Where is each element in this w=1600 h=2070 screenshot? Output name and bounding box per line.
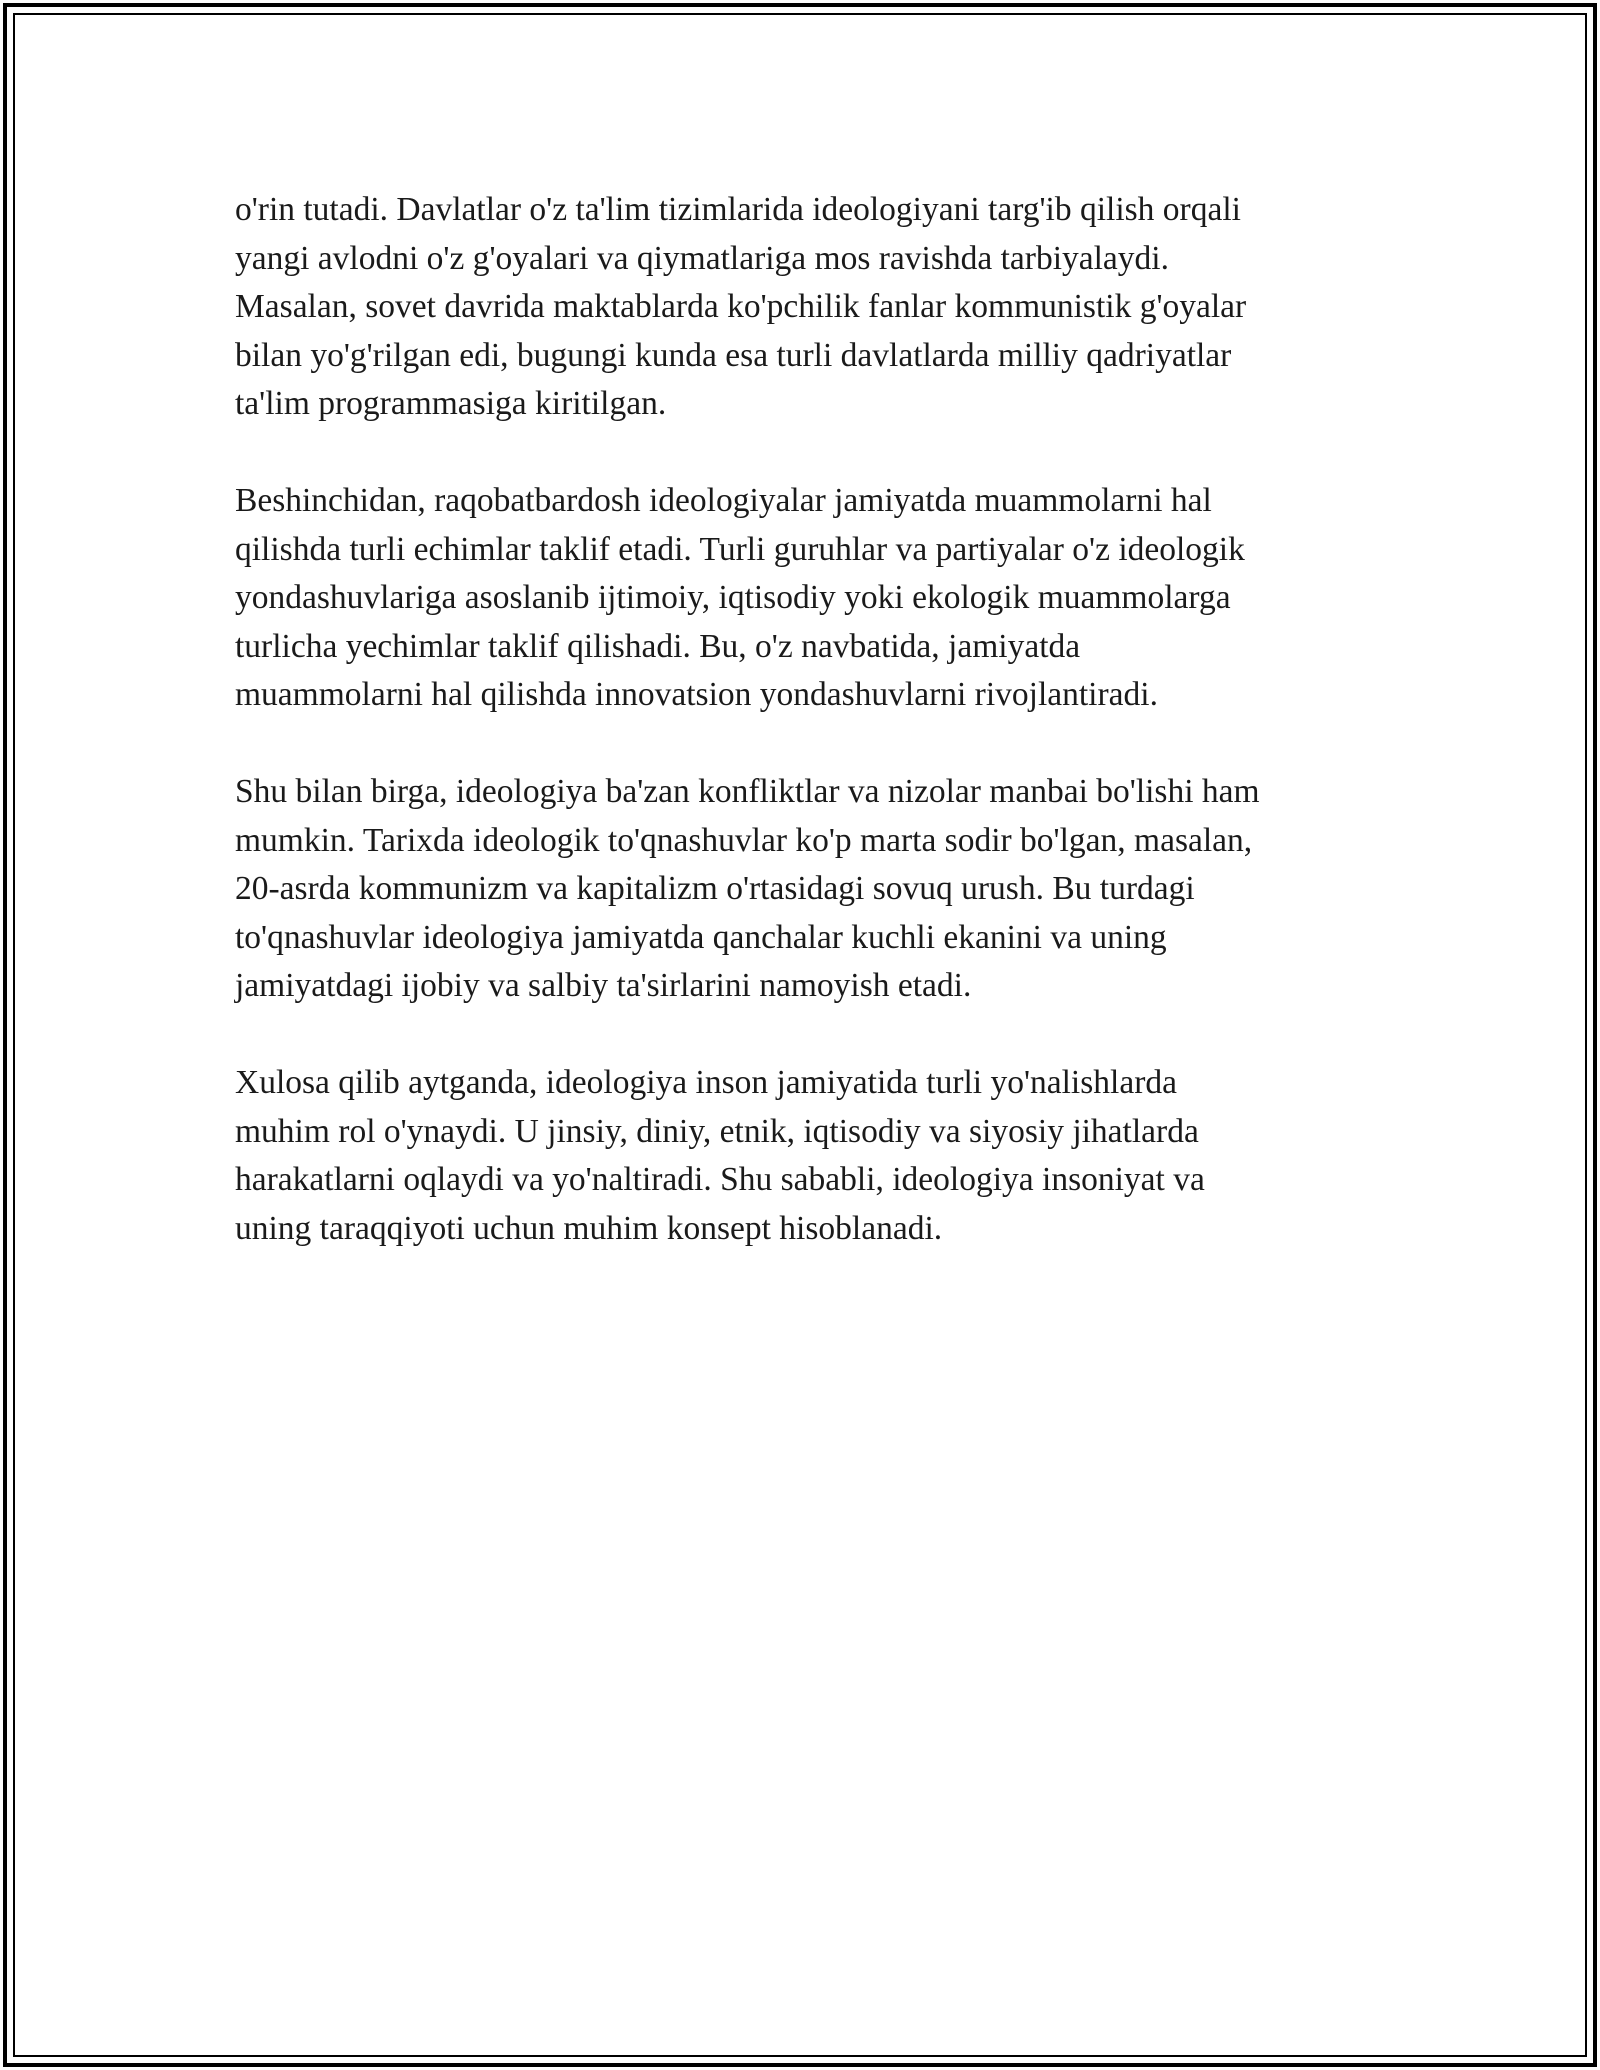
- text-line: muhim rol o'ynaydi. U jinsiy, diniy, etnik, iqtisodiy va siyosiy jihatlarda: [235, 1112, 1199, 1150]
- text-line: Beshinchidan, raqobatbardosh ideologiyalar jamiyatda muammolarni hal: [235, 482, 1212, 519]
- text-line: turlicha yechimlar taklif qilishadi. Bu, o'z navbatida, jamiyatda: [235, 627, 1081, 665]
- text-line: 20-asrda kommunizm va kapitalizm o'rtasidagi sovuq urush. Bu turdagi: [235, 870, 1195, 907]
- text-line: muammolarni hal qilishda innovatsion yondashuvlarni rivojlantiradi.: [235, 676, 1158, 713]
- text-line: to'qnashuvlar ideologiya jamiyatda qanchalar kuchli ekanini va uning: [235, 918, 1167, 956]
- paragraph-3: [235, 768, 1365, 1011]
- text-line: qilishda turli echimlar taklif etadi. Turli guruhlar va partiyalar o'z ideologik: [235, 530, 1245, 568]
- text-line: o'rin tutadi. Davlatlar o'z ta'lim tizimlarida ideologiyani targ'ib qilish orqali: [235, 191, 1241, 228]
- text-line: yangi avlodni o'z g'oyalari va qiymatlariga mos ravishda tarbiyalaydi.: [235, 239, 1169, 277]
- text-line: bilan yo'g'rilgan edi, bugungi kunda esa turli davlatlarda milliy qadriyatlar: [235, 336, 1232, 374]
- text-line: uning taraqqiyoti uchun muhim konsept hisoblanadi.: [235, 1209, 943, 1247]
- text-line: mumkin. Tarixda ideologik to'qnashuvlar ko'p marta sodir bo'lgan, masalan,: [235, 821, 1253, 859]
- text-line: Shu bilan birga, ideologiya ba'zan konfliktlar va nizolar manbai bo'lishi ham: [235, 773, 1260, 810]
- text-line: Xulosa qilib aytganda, ideologiya inson jamiyatida turli yo'nalishlarda: [235, 1064, 1177, 1101]
- paragraph-4: [235, 1059, 1365, 1253]
- text-line: harakatlarni oqlaydi va yo'naltiradi. Shu sababli, ideologiya insoniyat va: [235, 1161, 1205, 1198]
- paragraph-1: [235, 186, 1365, 429]
- text-line: ta'lim programmasiga kiritilgan.: [235, 385, 667, 422]
- text-line: yondashuvlariga asoslanib ijtimoiy, iqtisodiy yoki ekologik muammolarga: [235, 579, 1231, 616]
- text-line: jamiyatdagi ijobiy va salbiy ta'sirlarini namoyish etadi.: [235, 967, 972, 1004]
- text-line: Masalan, sovet davrida maktablarda ko'pchilik fanlar kommunistik g'oyalar: [235, 288, 1247, 325]
- document-body: [235, 186, 1365, 1302]
- paragraph-2: [235, 477, 1365, 720]
